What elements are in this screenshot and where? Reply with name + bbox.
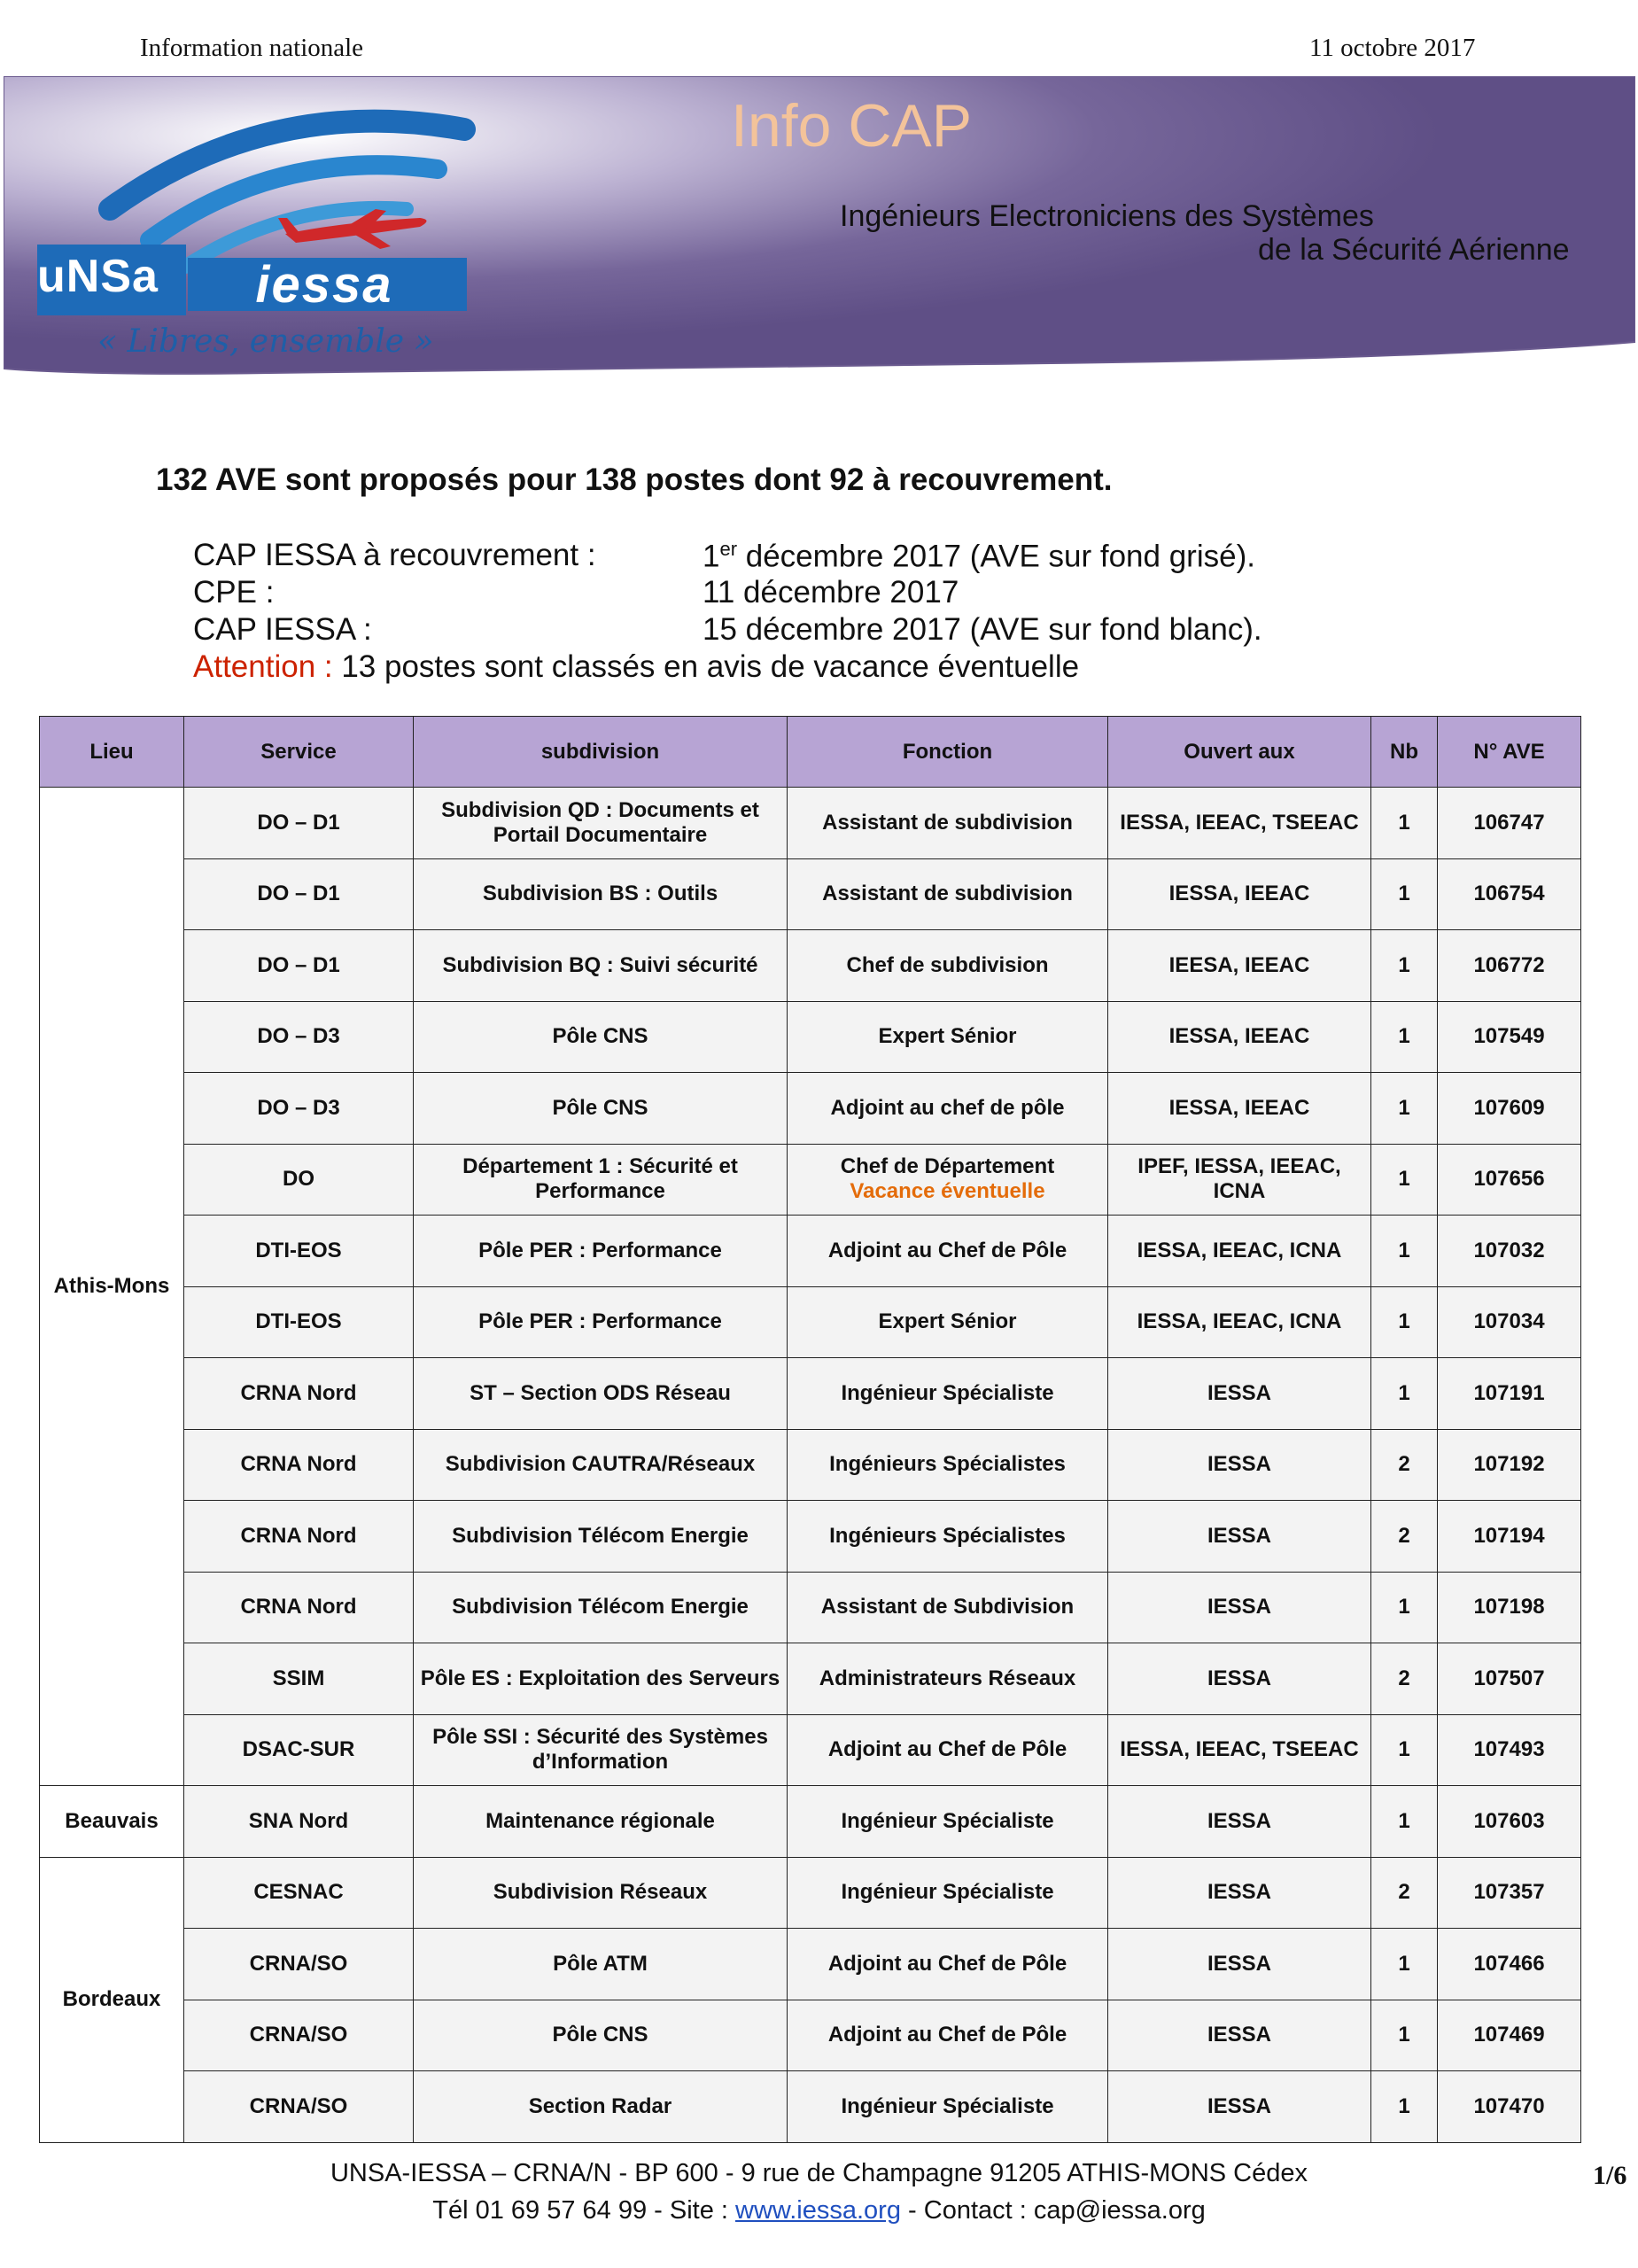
cell-fonction: Administrateurs Réseaux (788, 1643, 1108, 1715)
cell-fonction: Assistant de Subdivision (788, 1572, 1108, 1643)
cell-ouvert-aux: IESSA, IEEAC, ICNA (1108, 1216, 1371, 1287)
cell-nb: 2 (1371, 1857, 1438, 1929)
cell-ouvert-aux: IEESA, IEEAC (1108, 930, 1371, 1002)
table-row (40, 1001, 1581, 1073)
logo-iessa-text: iessa (255, 256, 393, 314)
date-value: 11 décembre 2017 (703, 575, 959, 610)
cell-service: CRNA Nord (184, 1501, 414, 1573)
column-header: Nb (1371, 717, 1438, 788)
cell-subdivision: ST – Section ODS Réseau (414, 1358, 788, 1430)
cell-nb: 1 (1371, 1216, 1438, 1287)
cell-subdivision: Subdivision QD : Documents et Portail Documentaire (414, 788, 788, 859)
cell-lieu: Beauvais (40, 1786, 184, 1858)
cell-subdivision: Pôle CNS (414, 1001, 788, 1073)
cell-service: DTI-EOS (184, 1286, 414, 1358)
cell-nb: 1 (1371, 788, 1438, 859)
header-left-text: Information nationale (140, 34, 364, 62)
cell-ouvert-aux: IESSA (1108, 1929, 1371, 2000)
cell-ave: 106747 (1438, 788, 1581, 859)
date-label: CAP IESSA : (193, 612, 372, 647)
cell-nb: 1 (1371, 1358, 1438, 1430)
cell-nb: 1 (1371, 930, 1438, 1002)
date-value: 1er décembre 2017 (AVE sur fond grisé). (703, 538, 1255, 574)
cell-fonction: Expert Sénior (788, 1001, 1108, 1073)
cell-fonction: Ingénieur Spécialiste (788, 1786, 1108, 1858)
table-row (40, 858, 1581, 930)
cell-service: SSIM (184, 1643, 414, 1715)
cell-fonction: Adjoint au chef de pôle (788, 1073, 1108, 1145)
logo-unsa-text: uNSa (37, 251, 159, 302)
cell-ave: 107192 (1438, 1429, 1581, 1501)
cell-fonction: Ingénieurs Spécialistes (788, 1501, 1108, 1573)
cell-fonction: Adjoint au Chef de Pôle (788, 1216, 1108, 1287)
cell-subdivision: Section Radar (414, 2071, 788, 2143)
cell-service: CRNA Nord (184, 1358, 414, 1430)
cell-ave: 107549 (1438, 1001, 1581, 1073)
cell-fonction: Ingénieur Spécialiste (788, 2071, 1108, 2143)
table-row (40, 1572, 1581, 1643)
cell-ave: 107470 (1438, 2071, 1581, 2143)
table-row (40, 1286, 1581, 1358)
cell-nb: 1 (1371, 1073, 1438, 1145)
cell-service: DTI-EOS (184, 1216, 414, 1287)
cell-ave: 107469 (1438, 2000, 1581, 2071)
cell-subdivision: Subdivision BQ : Suivi sécurité (414, 930, 788, 1002)
cell-subdivision: Département 1 : Sécurité et Performance (414, 1144, 788, 1216)
cell-service: DSAC-SUR (184, 1714, 414, 1786)
cell-service: DO – D3 (184, 1073, 414, 1145)
cell-nb: 1 (1371, 1144, 1438, 1216)
cell-service: CRNA Nord (184, 1572, 414, 1643)
cell-ouvert-aux: IESSA (1108, 1857, 1371, 1929)
cell-fonction: Ingénieur Spécialiste (788, 1857, 1108, 1929)
header-date: 11 octobre 2017 (1309, 34, 1476, 62)
cell-ave: 107493 (1438, 1714, 1581, 1786)
cell-subdivision: Pôle PER : Performance (414, 1286, 788, 1358)
column-header: Ouvert aux (1108, 717, 1371, 788)
cell-subdivision: Pôle PER : Performance (414, 1216, 788, 1287)
column-header: Service (184, 717, 414, 788)
cell-ave: 106772 (1438, 930, 1581, 1002)
cell-ouvert-aux: IESSA, IEEAC (1108, 1001, 1371, 1073)
cell-subdivision: Subdivision Télécom Energie (414, 1501, 788, 1573)
cell-service: SNA Nord (184, 1786, 414, 1858)
column-header: N° AVE (1438, 717, 1581, 788)
headline: 132 AVE sont proposés pour 138 postes dont 92 à recouvrement. (156, 462, 1113, 497)
cell-subdivision: Pôle CNS (414, 1073, 788, 1145)
cell-lieu: Bordeaux (40, 1857, 184, 2142)
table-row (40, 1857, 1581, 1929)
table-row (40, 1429, 1581, 1501)
cell-fonction: Chef de Département Vacance éventuelle (788, 1144, 1108, 1216)
cell-ave: 106754 (1438, 858, 1581, 930)
cell-service: CRNA Nord (184, 1429, 414, 1501)
cell-fonction: Assistant de subdivision (788, 788, 1108, 859)
cell-nb: 2 (1371, 1643, 1438, 1715)
cell-ave: 107609 (1438, 1073, 1581, 1145)
page-number: 1/6 (1593, 2161, 1627, 2190)
cell-nb: 1 (1371, 858, 1438, 930)
cell-ouvert-aux: IESSA, IEEAC, TSEEAC (1108, 1714, 1371, 1786)
cell-ave: 107466 (1438, 1929, 1581, 2000)
cell-fonction: Chef de subdivision (788, 930, 1108, 1002)
cell-service: CRNA/SO (184, 1929, 414, 2000)
cell-nb: 1 (1371, 1786, 1438, 1858)
cell-nb: 2 (1371, 1429, 1438, 1501)
banner-subtitle-line1: Ingénieurs Electroniciens des Systèmes (840, 199, 1374, 233)
cell-subdivision: Subdivision BS : Outils (414, 858, 788, 930)
cell-ouvert-aux: IESSA (1108, 2000, 1371, 2071)
cell-subdivision: Pôle CNS (414, 2000, 788, 2071)
cell-ave: 107656 (1438, 1144, 1581, 1216)
cell-nb: 1 (1371, 1572, 1438, 1643)
cell-nb: 1 (1371, 2071, 1438, 2143)
cell-service: DO – D1 (184, 858, 414, 930)
cell-subdivision: Pôle ATM (414, 1929, 788, 2000)
cell-ave: 107032 (1438, 1216, 1581, 1287)
footer-address: UNSA-IESSA – CRNA/N - BP 600 - 9 rue de Champagne 91205 ATHIS-MONS Cédex (330, 2159, 1308, 2187)
table-row (40, 1144, 1581, 1216)
table-row (40, 1216, 1581, 1287)
table-row (40, 2071, 1581, 2143)
table-row (40, 788, 1581, 859)
table-row (40, 1786, 1581, 1858)
table-row (40, 1073, 1581, 1145)
cell-subdivision: Subdivision CAUTRA/Réseaux (414, 1429, 788, 1501)
cell-service: DO (184, 1144, 414, 1216)
logo-motto: « Libres, ensemble » (97, 323, 434, 360)
cell-service: CRNA/SO (184, 2071, 414, 2143)
cell-fonction: Adjoint au Chef de Pôle (788, 1714, 1108, 1786)
attention-label: Attention : (193, 649, 333, 684)
cell-nb: 1 (1371, 2000, 1438, 2071)
cell-subdivision: Subdivision Télécom Energie (414, 1572, 788, 1643)
cell-ouvert-aux: IESSA (1108, 1643, 1371, 1715)
banner-title: Info CAP (731, 92, 973, 159)
date-label: CPE : (193, 575, 275, 610)
cell-fonction: Adjoint au Chef de Pôle (788, 2000, 1108, 2071)
cell-ouvert-aux: IESSA (1108, 1358, 1371, 1430)
cell-ave: 107198 (1438, 1572, 1581, 1643)
vacancy-note: Vacance éventuelle (850, 1179, 1045, 1204)
cell-subdivision: Pôle ES : Exploitation des Serveurs (414, 1643, 788, 1715)
cell-service: DO – D3 (184, 1001, 414, 1073)
cell-ouvert-aux: IESSA (1108, 1572, 1371, 1643)
cell-ouvert-aux: IESSA, IEEAC (1108, 1073, 1371, 1145)
table-row (40, 1714, 1581, 1786)
ave-table (39, 716, 1581, 2143)
date-value: 15 décembre 2017 (AVE sur fond blanc). (703, 612, 1262, 647)
cell-service: DO – D1 (184, 930, 414, 1002)
cell-fonction: Expert Sénior (788, 1286, 1108, 1358)
cell-fonction: Adjoint au Chef de Pôle (788, 1929, 1108, 2000)
cell-ave: 107507 (1438, 1643, 1581, 1715)
cell-subdivision: Subdivision Réseaux (414, 1857, 788, 1929)
cell-ouvert-aux: IESSA, IEEAC (1108, 858, 1371, 930)
cell-ouvert-aux: IPEF, IESSA, IEEAC, ICNA (1108, 1144, 1371, 1216)
cell-lieu: Athis-Mons (40, 788, 184, 1786)
attention-note: Attention : 13 postes sont classés en avis de vacance éventuelle (193, 649, 1080, 684)
cell-nb: 1 (1371, 1286, 1438, 1358)
cell-nb: 1 (1371, 1929, 1438, 2000)
cell-ave: 107603 (1438, 1786, 1581, 1858)
cell-service: CESNAC (184, 1857, 414, 1929)
table-row (40, 2000, 1581, 2071)
cell-nb: 2 (1371, 1501, 1438, 1573)
cell-ave: 107191 (1438, 1358, 1581, 1430)
cell-ouvert-aux: IESSA, IEEAC, ICNA (1108, 1286, 1371, 1358)
table-header-row (40, 717, 1581, 788)
cell-subdivision: Maintenance régionale (414, 1786, 788, 1858)
table-row (40, 1643, 1581, 1715)
date-label: CAP IESSA à recouvrement : (193, 538, 596, 572)
cell-ouvert-aux: IESSA, IEEAC, TSEEAC (1108, 788, 1371, 859)
cell-ouvert-aux: IESSA (1108, 1501, 1371, 1573)
cell-nb: 1 (1371, 1001, 1438, 1073)
site-link[interactable]: www.iessa.org (735, 2196, 901, 2225)
column-header: subdivision (414, 717, 788, 788)
column-header: Fonction (788, 717, 1108, 788)
cell-service: CRNA/SO (184, 2000, 414, 2071)
cell-fonction: Ingénieurs Spécialistes (788, 1429, 1108, 1501)
cell-fonction: Ingénieur Spécialiste (788, 1358, 1108, 1430)
cell-subdivision: Pôle SSI : Sécurité des Systèmes d’Information (414, 1714, 788, 1786)
table-row (40, 930, 1581, 1002)
table-row (40, 1358, 1581, 1430)
cell-ouvert-aux: IESSA (1108, 1786, 1371, 1858)
table-row (40, 1501, 1581, 1573)
banner-subtitle-line2: de la Sécurité Aérienne (1258, 233, 1570, 267)
cell-ave: 107357 (1438, 1857, 1581, 1929)
cell-ave: 107194 (1438, 1501, 1581, 1573)
cell-service: DO – D1 (184, 788, 414, 859)
table-row (40, 1929, 1581, 2000)
cell-ave: 107034 (1438, 1286, 1581, 1358)
cell-fonction: Assistant de subdivision (788, 858, 1108, 930)
footer-contact: Tél 01 69 57 64 99 - Site : www.iessa.org - Contact : cap@iessa.org (432, 2196, 1206, 2225)
cell-ouvert-aux: IESSA (1108, 2071, 1371, 2143)
column-header: Lieu (40, 717, 184, 788)
cell-ouvert-aux: IESSA (1108, 1429, 1371, 1501)
cell-nb: 1 (1371, 1714, 1438, 1786)
